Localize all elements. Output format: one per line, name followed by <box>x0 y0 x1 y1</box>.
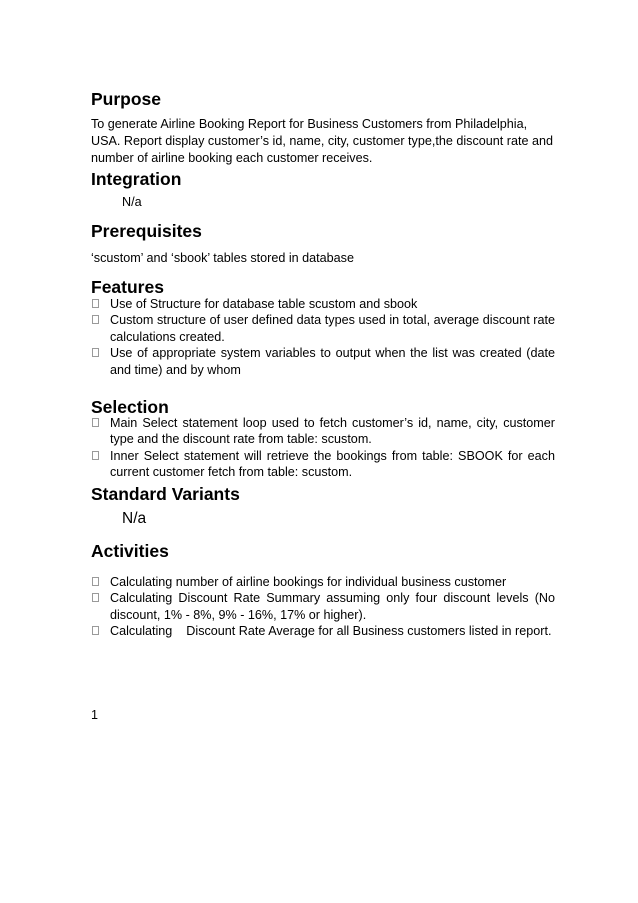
selection-list <box>91 415 555 481</box>
bullet-icon <box>92 577 99 586</box>
features-item: Use of appropriate system variables to output when the list was created (date and time) and by whom <box>91 345 555 378</box>
prerequisites-heading: Prerequisites <box>91 221 202 241</box>
activities-item: Calculating number of airline bookings for individual business customer <box>91 574 555 590</box>
integration-heading: Integration <box>91 169 182 189</box>
bullet-icon <box>92 348 99 357</box>
prerequisites-text: ‘scustom’ and ‘sbook’ tables stored in database <box>91 251 354 265</box>
activities-item: Calculating Discount Rate Summary assuming only four discount levels (No discount, 1% - 8%, 9% - 16%, 17% or higher). <box>91 590 555 623</box>
page-number: 1 <box>91 708 99 722</box>
activities-item: Calculating Discount Rate Average for all Business customers listed in report. <box>91 623 555 639</box>
features-list <box>91 296 555 378</box>
selection-heading: Selection <box>91 397 169 417</box>
activities-list <box>91 574 555 640</box>
standard-variants-heading: Standard Variants <box>91 484 240 504</box>
bullet-icon <box>92 315 99 324</box>
standard-variants-text: N/a <box>122 510 147 527</box>
bullet-icon <box>92 418 99 427</box>
purpose-text: To generate Airline Booking Report for Business Customers from Philadelphia, USA. Report display customer’s id, name, city, customer type,the discount rate and number of airline booking each customer receives. <box>91 117 553 165</box>
activities-heading: Activities <box>91 541 169 561</box>
features-heading: Features <box>91 277 164 297</box>
features-item: Custom structure of user defined data types used in total, average discount rate calculations created. <box>91 312 555 345</box>
features-item: Use of Structure for database table scustom and sbook <box>91 296 555 312</box>
bullet-icon <box>92 451 99 460</box>
purpose-heading: Purpose <box>91 89 162 109</box>
selection-item: Inner Select statement will retrieve the bookings from table: SBOOK for each current customer fetch from table: scustom. <box>91 448 555 481</box>
integration-text: N/a <box>122 195 142 209</box>
bullet-icon <box>92 626 99 635</box>
selection-item: Main Select statement loop used to fetch customer’s id, name, city, customer type and the discount rate from table: scustom. <box>91 415 555 448</box>
bullet-icon <box>92 299 99 308</box>
bullet-icon <box>92 593 99 602</box>
